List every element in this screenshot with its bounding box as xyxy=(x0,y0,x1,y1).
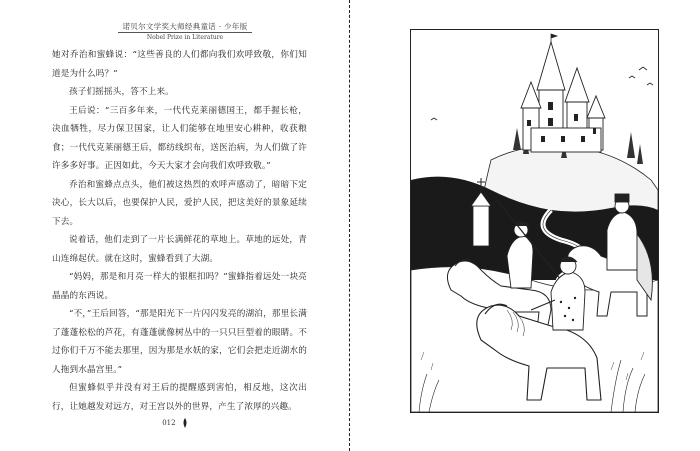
right-page xyxy=(350,0,700,451)
header-rule xyxy=(118,32,252,33)
paragraph: 王后说：“三百多年来，一代代克莱丽德国王，都手握长枪，决血牺牲，尽力保卫国家，让人们能够在地里安心耕种，收获粮食；一代代克莱丽德王后，都纺线织布，送医治病，为人们做了许许多多好事。正因如此，今天大家才会向我们欢呼致敬。” xyxy=(52,105,307,171)
page-footer xyxy=(150,418,200,428)
paragraph: “不，”王后回答，“那是阳光下一片闪闪发亮的湖泊，那里长满了蓬蓬松松的芦花，有蓬蓬就像树丛中的一只只巨型着的眼睛。不过你们千万不能去那里，因为那是水妖的家，它们会把走近湖水的人拖到水晶宫里。” xyxy=(52,309,307,375)
quill-icon xyxy=(182,418,188,428)
paragraph: 说着话，他们走到了一片长满鲜花的草地上。草地的远处，青山连绵起伏。就在这时，蜜蜂看到了大湖。 xyxy=(52,235,307,264)
paragraph: 她对乔治和蜜蜂说：“这些善良的人们都向我们欢呼致敬，你们知道是为什么吗？” xyxy=(52,50,307,79)
castle-riders-illustration xyxy=(411,30,658,412)
illustration-frame xyxy=(410,29,659,413)
paragraph: 但蜜蜂似乎并没有对王后的提醒感到害怕，相反地，这次出行，让她越发对远方，对王宫以外的世界，产生了浓厚的兴趣。 xyxy=(52,383,307,412)
paragraph: “妈妈，那是和月亮一样大的银框扣吗？”蜜蜂指着远处一块亮晶晶的东西说。 xyxy=(52,272,307,301)
running-header xyxy=(110,22,260,42)
paragraph: 孩子们摇摇头，答不上来。 xyxy=(69,87,174,97)
paragraph: 乔治和蜜蜂点点头，他们被这热烈的欢呼声感动了，暗暗下定决心，长大以后，也要保护人民，爱护人民，把这美好的景象延续下去。 xyxy=(52,179,307,227)
body-text xyxy=(52,46,307,416)
page-number: 012 xyxy=(162,419,176,427)
header-subtitle: Nobel Prize in Literature xyxy=(146,34,224,41)
series-title: 诺贝尔文学奖大师经典童话 · 少年版 xyxy=(122,22,248,31)
